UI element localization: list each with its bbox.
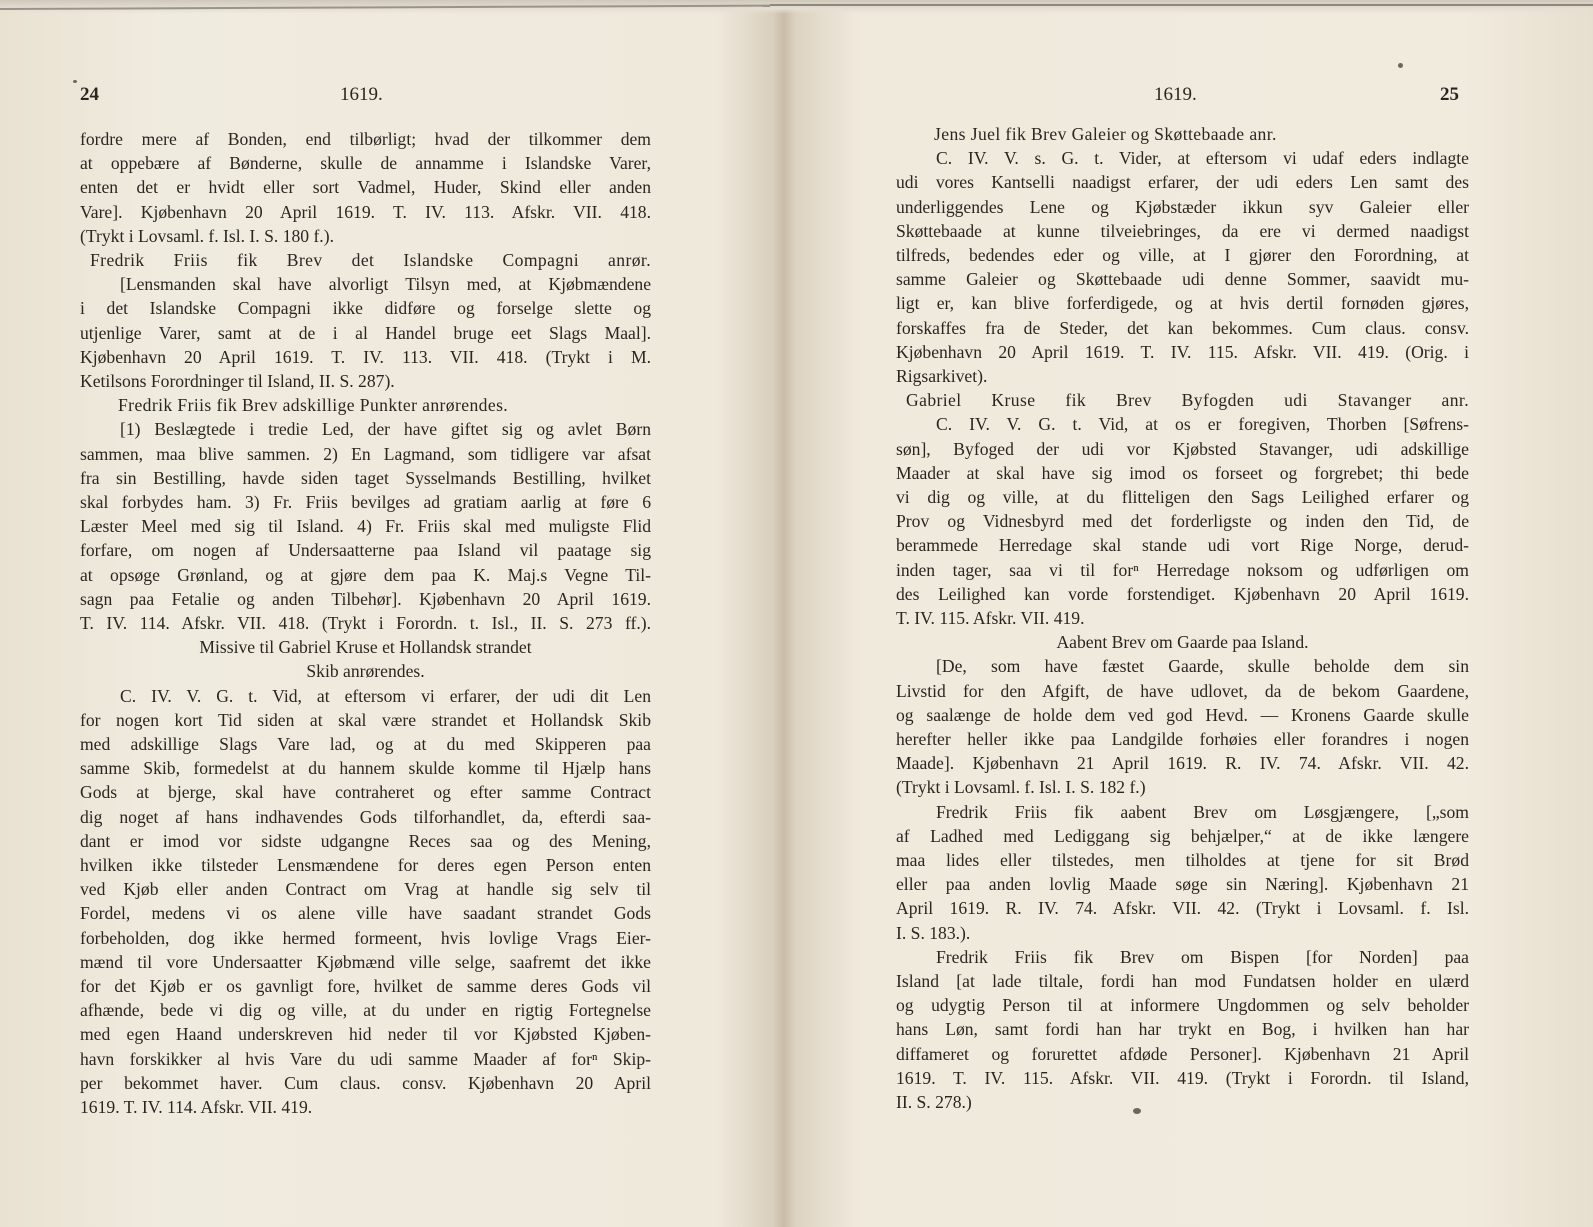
text-line: Livstid for den Afgift, de have udlovet, da de bekom Gaardene, [896, 680, 1469, 701]
page-number: 25 [1440, 84, 1459, 105]
paper-speck [1133, 1108, 1141, 1114]
text-line: Ketilsons Forordninger til Island, II. S. 287). [80, 371, 395, 391]
text-line: II. S. 278.) [896, 1092, 972, 1112]
text-line: Prov og Vidnesbyrd med det forderligste og inden den Tid, de [896, 511, 1469, 532]
text-line: Gabriel Kruse fik Brev Byfogden udi Stavanger anr. [906, 390, 1469, 411]
text-line: skal forbydes ham. 3) Fr. Friis bevilges ad gratiam aarlig at føre 6 [80, 492, 651, 512]
text-line: maa lides eller tilstedes, men tilholdes at tjene for sit Brød [896, 850, 1469, 870]
text-line: Skøttebaade at kunne tilveiebringes, da ere vi dermed naadigst [896, 220, 1469, 241]
text-line: Fredrik Friis fik Brev om Bispen [for Norden] paa [936, 946, 1469, 967]
text-line: samme Skib, formedelst at du hannem skulde komme til Hjælp hans [80, 758, 651, 779]
text-line: mænd til vore Undersaatter Kjøbmænd ville selge, saafremt det ikke [80, 951, 651, 972]
text-line: Fredrik Friis fik aabent Brev om Løsgjængere, [„som [936, 801, 1469, 822]
text-line: at opsøge Grønland, og at gjøre dem paa K. Maj.s Vegne Til- [80, 564, 651, 585]
text-line: ligt er, kan blive forferdigede, og at hvis dertil fornøden gjøres, [896, 293, 1469, 314]
text-line: afhænde, bede vi dig og ville, at du under en rigtig Fortegnelse [80, 1000, 651, 1021]
text-line: Fordel, medens vi os alene ville have saadant strandet Gods [80, 903, 651, 924]
text-line: (Trykt i Lovsaml. f. Isl. I. S. 180 f.). [80, 225, 334, 246]
text-line: fordre mere af Bonden, end tilbørligt; hvad der tilkommer dem [80, 129, 651, 149]
text-line: Island [at lade tiltale, fordi han mod Fundatsen holder en ulærd [896, 971, 1469, 991]
text-line: Fredrik Friis fik Brev adskillige Punkter anrørendes. [118, 395, 509, 416]
text-line: I. S. 183.). [896, 922, 971, 943]
text-line: forbeholden, dog ikke hermed formeent, hvis lovlige Vrags Eier- [80, 927, 651, 948]
text-line: per bekommet haver. Cum claus. consv. Kjøbenhavn 20 April [80, 1072, 651, 1093]
text-line: utjenlige Varer, samt at de i al Handel bruge eet Slags Maal]. [80, 322, 651, 343]
text-line: Kjøbenhavn 20 April 1619. T. IV. 115. Afskr. VII. 419. (Orig. i [896, 341, 1469, 362]
text-line: Aabent Brev om Gaarde paa Island. [1056, 632, 1309, 653]
text-line: April 1619. R. IV. 74. Afskr. VII. 42. (Trykt i Lovsaml. f. Isl. [896, 898, 1469, 919]
text-line: Maade]. Kjøbenhavn 21 April 1619. R. IV. 74. Afskr. VII. 42. [896, 753, 1469, 774]
text-line: Læster Meel med sig til Island. 4) Fr. Friis skal med muligste Flid [80, 516, 651, 537]
paper-speck [1398, 63, 1403, 68]
running-head: 1619. [1154, 84, 1197, 105]
text-line: Jens Juel fik Brev Galeier og Skøttebaade anr. [934, 124, 1277, 144]
text-line: C. IV. V. G. t. Vid, at os er foregiven, Thorben [Søfrens- [936, 414, 1469, 435]
text-line: for det Kjøb er os gavnligt fore, hvilket de samme deres Gods vil [80, 976, 651, 996]
text-line: berammede Herredage skal stande udi vort Rige Norge, derud- [896, 535, 1469, 556]
text-line: vi dig og ville, at du flitteligen den Sags Leilighed erfarer og [896, 487, 1469, 507]
text-line: herefter heller ikke paa Landgilde forhøies eller forandres i nogen [896, 729, 1469, 749]
text-line: dig noget af hans indhavendes Gods tilforhandlet, da, efterdi saa- [80, 806, 651, 827]
text-line: Gods at bjerge, skal have contraheret og efter samme Contract [80, 782, 651, 803]
page-edge-line [770, 4, 1593, 6]
text-line: [1) Beslægtede i tredie Led, der have giftet sig og avlet Børn [120, 419, 651, 440]
text-line: ved Kjøb eller anden Contract om Vrag at handle sig selv til [80, 879, 651, 900]
text-line: T. IV. 115. Afskr. VII. 419. [896, 608, 1085, 628]
text-line: Kjøbenhavn 20 April 1619. T. IV. 113. VII. 418. (Trykt i M. [80, 346, 651, 367]
text-line: enten det er hvidt eller sort Vadmel, Huder, Skind eller anden [80, 177, 651, 198]
text-line: samme Galeier og Skøttebaade udi denne Sommer, saavidt mu- [896, 269, 1469, 290]
text-line: eller paa anden lovlig Maade søge sin Næring]. Kjøbenhavn 21 [896, 874, 1469, 895]
text-line: og saalænge de holde dem ved god Hevd. — Kronens Gaarde skulle [896, 704, 1469, 725]
text-line: dant er imod vor sidste udgangne Reces saa og des Mening, [80, 830, 651, 851]
text-line: 1619. T. IV. 115. Afskr. VII. 419. (Trykt i Forordn. til Island, [896, 1067, 1469, 1088]
text-line: med egen Haand underskreven hid neder til vor Kjøbsted Kjøben- [80, 1024, 651, 1045]
text-line: hans Løn, samt fordi han har trykt en Bog, i hvilken han har [896, 1019, 1469, 1040]
page-number: 24 [80, 84, 99, 105]
text-line: at oppebære af Bønderne, skulle de annamme i Islandske Varer, [80, 153, 651, 174]
text-line: hvilken ikke tilsteder Lensmændene for deres egen Person enten [80, 855, 651, 875]
text-line: søn], Byfoged der udi vor Kjøbsted Stavanger, udi adskillige [896, 438, 1469, 459]
text-line: C. IV. V. s. G. t. Vider, at eftersom vi udaf eders indlagte [936, 148, 1469, 169]
text-line: tilfreds, bedendes eder og ville, at I gjører den Forordning, at [896, 245, 1469, 265]
text-line: forskaffes fra de Steder, det kan bekommes. Cum claus. consv. [896, 317, 1469, 338]
text-line: af Ladhed med Lediggang sig behjælper,“ at de ikke længere [896, 825, 1469, 846]
text-line: des Leilighed kan vorde forstendiget. Kjøbenhavn 20 April 1619. [896, 583, 1469, 604]
text-line: Skib anrørendes. [306, 661, 425, 682]
text-line: Fredrik Friis fik Brev det Islandske Compagni anrør. [90, 250, 651, 270]
text-line: [De, som have fæstet Gaarde, skulle beholde dem sin [936, 656, 1469, 677]
text-line: og udygtig Person til at informere Ungdommen og selv beholder [896, 995, 1469, 1016]
text-line: Missive til Gabriel Kruse et Hollandsk strandet [199, 637, 532, 658]
text-line: inden tager, saa vi til forⁿ Herredage noksom og udførligen om [896, 559, 1469, 580]
text-line: med adskillige Slags Vare lad, og at du med Skipperen paa [80, 734, 651, 754]
text-line: C. IV. V. G. t. Vid, at eftersom vi erfarer, der udi dit Len [120, 685, 651, 706]
running-head: 1619. [340, 84, 383, 105]
text-line: Maader at skal have sig imod os forseet og forgrebet; thi bede [896, 462, 1469, 483]
text-line: fra sin Bestilling, havde siden taget Sysselmands Bestilling, hvilket [80, 467, 651, 488]
paper-speck [73, 80, 77, 83]
text-line: havn forskikker al hvis Vare du udi samme Maader af forⁿ Skip- [80, 1048, 651, 1069]
text-line: 1619. T. IV. 114. Afskr. VII. 419. [80, 1097, 313, 1117]
text-line: sammen, maa blive sammen. 2) En Lagmand, som tidligere var afsat [80, 443, 651, 464]
text-line: for nogen kort Tid siden at skal være strandet et Hollandsk Skib [80, 709, 651, 730]
text-line: udi vores Kantselli naadigst erfarer, der udi eders Len samt des [896, 172, 1469, 193]
text-line: Rigsarkivet). [896, 366, 988, 386]
text-line: Vare]. Kjøbenhavn 20 April 1619. T. IV. 113. Afskr. VII. 418. [80, 201, 651, 222]
text-line: i det Islandske Compagni ikke didføre og forselge slette og [80, 298, 651, 319]
text-line: [Lensmanden skal have alvorligt Tilsyn med, at Kjøbmændene [120, 274, 651, 295]
text-line: underliggendes Lene og Kjøbstæder ikkun syv Galeier eller [896, 196, 1469, 217]
text-line: diffameret og forurettet afdøde Personer]. Kjøbenhavn 21 April [896, 1043, 1469, 1064]
text-line: T. IV. 114. Afskr. VII. 418. (Trykt i Forordn. t. Isl., II. S. 273 ff.). [80, 613, 651, 633]
text-line: (Trykt i Lovsaml. f. Isl. I. S. 182 f.) [896, 777, 1146, 798]
text-line: sagn paa Fetalie og anden Tilbehør]. Kjøbenhavn 20 April 1619. [80, 588, 651, 609]
text-line: forfare, om nogen af Undersaatterne paa Island vil paatage sig [80, 540, 651, 561]
